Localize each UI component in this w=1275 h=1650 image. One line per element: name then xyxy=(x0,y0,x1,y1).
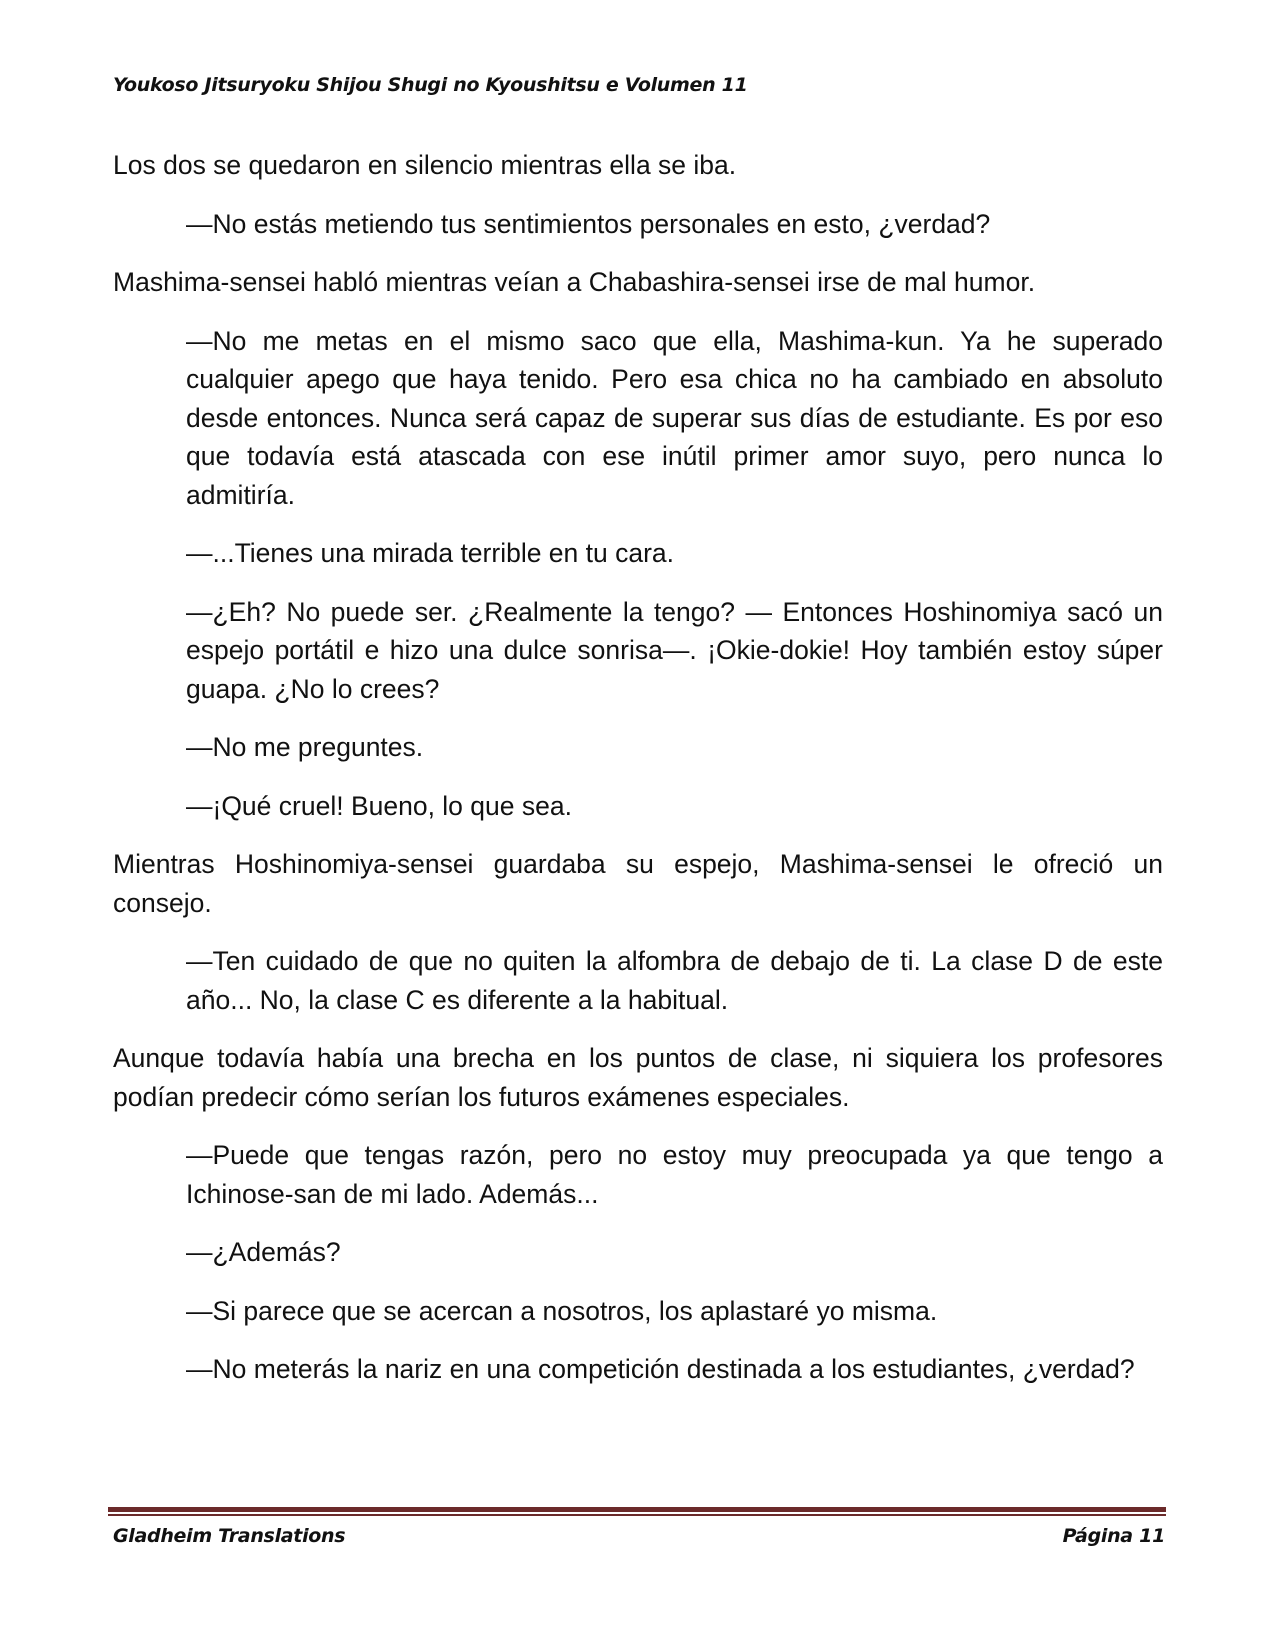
paragraph: Mientras Hoshinomiya-sensei guardaba su espejo, Mashima-sensei le ofreció un consejo. xyxy=(113,849,1163,918)
dialogue-paragraph: —No estás metiendo tus sentimientos personales en esto, ¿verdad? xyxy=(186,208,991,239)
dialogue-paragraph: —No meterás la nariz en una competición destinada a los estudiantes, ¿verdad? xyxy=(186,1354,1135,1384)
footer-divider xyxy=(108,1507,1166,1516)
dialogue-paragraph: —...Tienes una mirada terrible en tu cara. xyxy=(186,538,675,568)
dialogue-paragraph: —Si parece que se acercan a nosotros, los aplastaré yo misma. xyxy=(186,1295,938,1326)
dialogue-paragraph: —¿Eh? No puede ser. ¿Realmente la tengo? — Entonces Hoshinomiya sacó un espejo portátil e hizo una dulce sonrisa—. ¡Okie-dokie! Hoy también estoy súper guapa. ¿No lo crees? xyxy=(186,596,1163,704)
page-body xyxy=(113,146,1163,1409)
paragraph: Mashima-sensei habló mientras veían a Chabashira-sensei irse de mal humor. xyxy=(113,267,1036,297)
footer-divider-thin xyxy=(108,1514,1166,1516)
dialogue-paragraph: —Puede que tengas razón, pero no estoy muy preocupada ya que tengo a Ichinose-san de mi lado. Además... xyxy=(186,1140,1163,1209)
paragraph: Aunque todavía había una brecha en los puntos de clase, ni siquiera los profesores podían predecir cómo serían los futuros exámenes especiales. xyxy=(113,1043,1163,1112)
dialogue-paragraph: —¿Además? xyxy=(186,1237,341,1267)
footer-divider-thick xyxy=(108,1507,1166,1512)
paragraph: Los dos se quedaron en silencio mientras ella se iba. xyxy=(113,150,737,180)
dialogue-paragraph: —No me preguntes. xyxy=(186,732,424,762)
page-number: Página 11 xyxy=(1062,1525,1165,1547)
dialogue-paragraph: —¡Qué cruel! Bueno, lo que sea. xyxy=(186,790,572,821)
running-header: Youkoso Jitsuryoku Shijou Shugi no Kyoushitsu e Volumen 11 xyxy=(113,74,748,96)
dialogue-paragraph: —Ten cuidado de que no quiten la alfombra de debajo de ti. La clase D de este año... No, la clase C es diferente a la habitual. xyxy=(186,946,1163,1015)
footer-credit: Gladheim Translations xyxy=(113,1525,346,1547)
dialogue-paragraph: —No me metas en el mismo saco que ella, Mashima-kun. Ya he superado cualquier apego que haya tenido. Pero esa chica no ha cambiado en absoluto desde entonces. Nunca será capaz de superar sus días de estudiante. Es por eso que todavía está atascada con ese inútil primer amor suyo, pero nunca lo admitiría. xyxy=(186,325,1163,510)
